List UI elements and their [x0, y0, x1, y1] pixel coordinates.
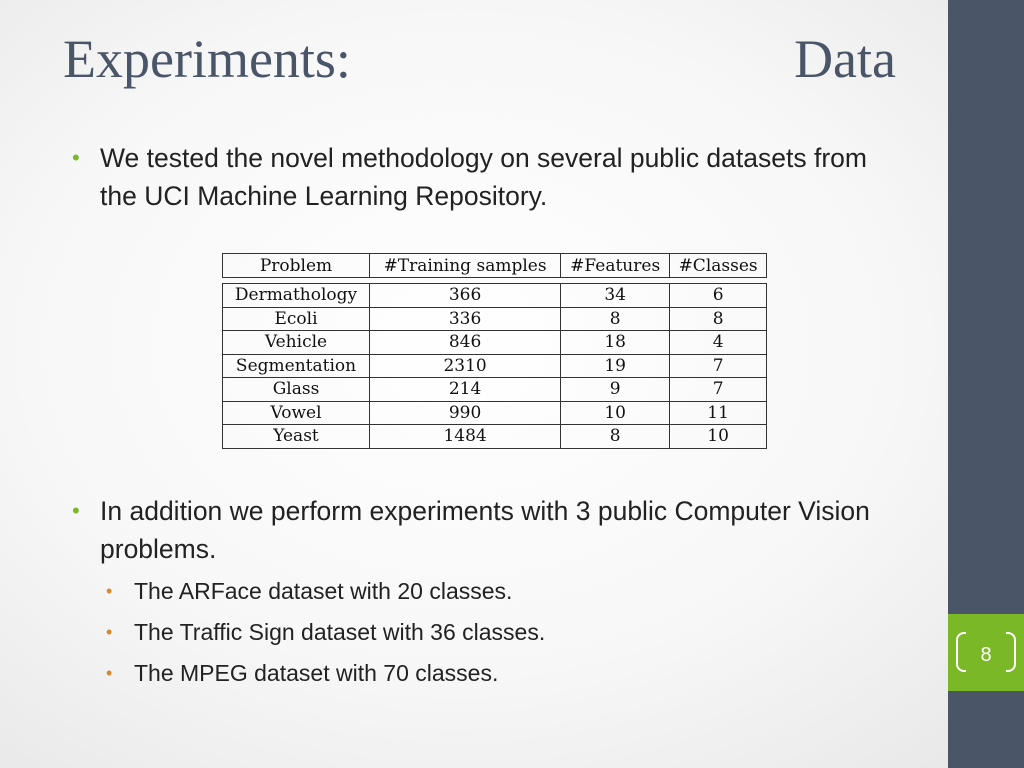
header-problem: Problem — [223, 254, 370, 278]
header-classes: #Classes — [670, 254, 767, 278]
table-cell: Segmentation — [223, 354, 370, 378]
sub-bullet-text: The ARFace dataset with 20 classes. — [134, 578, 513, 604]
bullet-text: We tested the novel methodology on several public datasets from the UCI Machine Learning Repository. — [100, 143, 867, 211]
header-features: #Features — [561, 254, 670, 278]
table-cell: 8 — [670, 307, 767, 331]
table-cell: 1484 — [370, 425, 561, 449]
datasets-table — [222, 253, 767, 449]
header-training-samples: #Training samples — [370, 254, 561, 278]
table-row — [223, 378, 767, 402]
bullet-icon: • — [72, 145, 80, 170]
sub-bullet-icon: • — [106, 581, 113, 601]
table-cell: 9 — [561, 378, 670, 402]
table-cell: 8 — [561, 307, 670, 331]
table-cell: Ecoli — [223, 307, 370, 331]
table-row — [223, 331, 767, 355]
table-cell: 18 — [561, 331, 670, 355]
table-cell: 7 — [670, 354, 767, 378]
table-cell: 10 — [670, 425, 767, 449]
page-number-badge — [948, 614, 1024, 691]
table-row — [223, 307, 767, 331]
table-cell: 8 — [561, 425, 670, 449]
table-cell: 34 — [561, 284, 670, 308]
title-right: Data — [794, 29, 896, 89]
table-cell: 4 — [670, 331, 767, 355]
table-cell: 19 — [561, 354, 670, 378]
table-cell: 990 — [370, 401, 561, 425]
table-row — [223, 354, 767, 378]
table-cell: Vehicle — [223, 331, 370, 355]
table-cell: 7 — [670, 378, 767, 402]
table-cell: 11 — [670, 401, 767, 425]
table-cell: 6 — [670, 284, 767, 308]
bullet-text: In addition we perform experiments with 3 public Computer Vision problems. — [100, 496, 870, 564]
title-left: Experiments: — [63, 29, 351, 89]
table-row — [223, 284, 767, 308]
right-brace-icon — [1006, 632, 1016, 672]
table-cell: 366 — [370, 284, 561, 308]
page-number: 8 — [980, 644, 992, 666]
sub-bullet-text: The Traffic Sign dataset with 36 classes. — [134, 619, 546, 645]
table-cell: Yeast — [223, 425, 370, 449]
table-cell: 10 — [561, 401, 670, 425]
table-row — [223, 425, 767, 449]
sub-bullet-icon: • — [106, 663, 113, 683]
table-cell: Glass — [223, 378, 370, 402]
table-cell: 846 — [370, 331, 561, 355]
table-cell: 336 — [370, 307, 561, 331]
table-cell: Dermathology — [223, 284, 370, 308]
sub-bullet-icon: • — [106, 622, 113, 642]
table-cell: Vowel — [223, 401, 370, 425]
table-cell: 2310 — [370, 354, 561, 378]
bullet-icon: • — [72, 498, 80, 523]
slide-title — [63, 28, 896, 98]
table-header-row — [223, 254, 767, 278]
table-cell: 214 — [370, 378, 561, 402]
sub-bullet-text: The MPEG dataset with 70 classes. — [134, 660, 499, 686]
table-row — [223, 401, 767, 425]
